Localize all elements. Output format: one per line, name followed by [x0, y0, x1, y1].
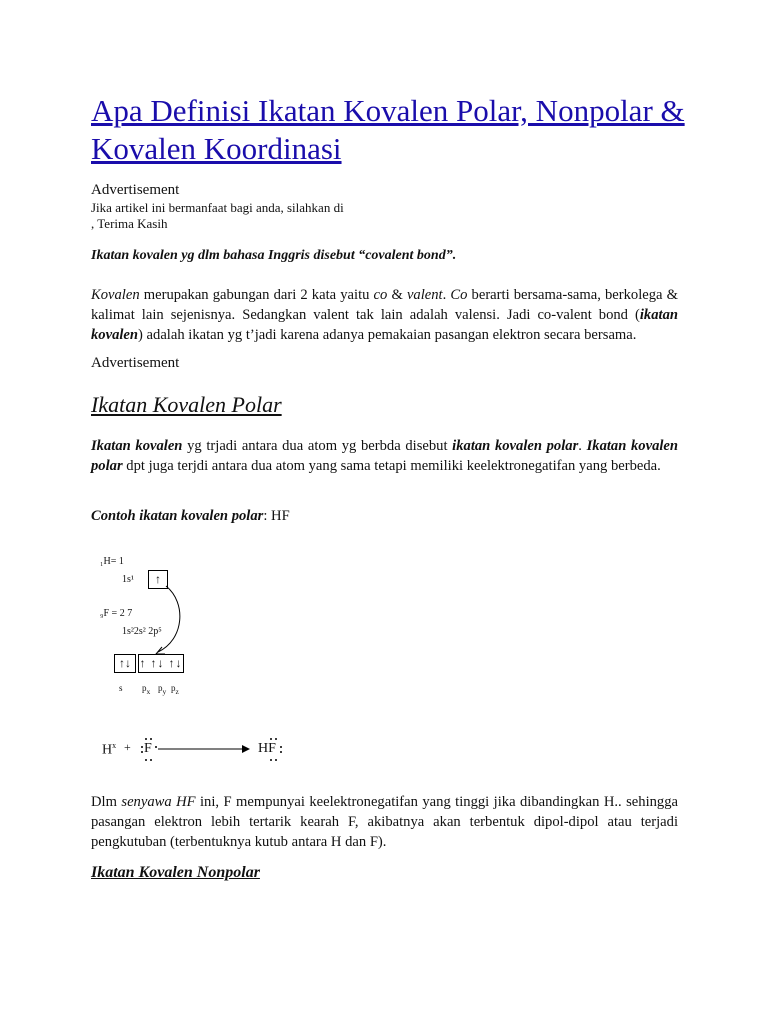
heading-kovalen-nonpolar: Ikatan Kovalen Nonpolar: [91, 864, 260, 881]
h-orbital-box: ↑: [148, 570, 168, 589]
electron-dot: [145, 759, 147, 761]
eq-plus: +: [124, 740, 131, 754]
text: merupakan gabungan dari 2 kata yaitu: [139, 287, 374, 303]
electron-dot: [150, 759, 152, 761]
advertisement-label-2: Advertisement: [91, 355, 180, 371]
term-ikatan-kovalen: ikatan kovalen: [91, 307, 678, 343]
electron-dot: [280, 751, 282, 753]
sublabel-pz: $p_z$: [171, 683, 179, 696]
term-ikatan-kovalen: Ikatan kovalen: [91, 438, 183, 454]
advertisement-label: Advertisement: [91, 182, 180, 198]
sublabel-s: s: [119, 683, 123, 693]
term-ikatan-kovalen-polar: ikatan kovalen polar: [452, 438, 579, 454]
text: Dlm: [91, 794, 122, 810]
kovalen-definition-paragraph: [91, 285, 678, 345]
electron-dot: [150, 738, 152, 740]
article-title[interactable]: Apa Definisi Ikatan Kovalen Polar, Nonpolar & Kovalen Koordinasi: [91, 93, 685, 166]
electron-dot: [141, 751, 143, 753]
contoh-line: [91, 508, 290, 525]
term-kovalen: Kovalen: [91, 287, 140, 303]
f-atomic-label: ₉F = 2 7: [100, 608, 133, 619]
text: dpt juga terjdi antara dua atom yang sama tetapi memiliki keelektronegatifan yang berbeda.: [122, 458, 661, 474]
eq-x: x: [112, 741, 117, 750]
contoh-value: : HF: [263, 508, 290, 524]
heading-kovalen-polar: Ikatan Kovalen Polar: [91, 392, 282, 417]
h-config-label: 1s¹: [122, 574, 134, 585]
f-s-orbital-box: ↑↓: [114, 654, 136, 673]
text: ini, F mempunyai keelektronegatifan yang tinggi jika dibandingkan H.. sehingga pasangan elektron lebih tertarik kearah F, akibatnya akan terbentuk dipol-dipol atau terjadi pengkutuban (terbentuknya kutub antara H dan F).: [91, 794, 678, 850]
electron-dot: [270, 738, 272, 740]
eq-product: HF: [258, 741, 276, 756]
electron-dot: [155, 746, 157, 748]
intro-sentence: Ikatan kovalen yg dlm bahasa Inggris disebut “covalent bond”.: [91, 248, 457, 263]
term-senyawa-hf: senyawa HF: [121, 794, 196, 810]
h-atomic-label: ₁H= 1: [100, 556, 124, 567]
term-ikatan-kovalen-polar-2: Ikatan kovalen polar: [91, 438, 679, 474]
share-note-line2: , Terima Kasih: [91, 216, 168, 231]
f-config-label: 1s²2s² 2p⁵: [122, 626, 162, 637]
contoh-label: Contoh ikatan kovalen polar: [91, 508, 264, 524]
eq-h: [102, 741, 116, 759]
hf-explanation-paragraph: [91, 792, 678, 852]
term-co-2: Co: [450, 287, 468, 303]
electron-dot: [270, 759, 272, 761]
hf-orbital-diagram: [92, 548, 322, 778]
text: ) adalah ikatan yg t’jadi karena adanya pemakaian pasangan elektron secara bersama.: [138, 327, 637, 343]
text: &: [387, 287, 407, 303]
eq-f: F: [144, 741, 152, 756]
eq-h-text: H: [102, 742, 113, 758]
electron-dot: [275, 738, 277, 740]
electron-dot: [280, 746, 282, 748]
text: yg trjadi antara dua atom yg berbda disebut: [182, 438, 453, 454]
electron-dot: [275, 759, 277, 761]
electron-dot: [145, 738, 147, 740]
text: berarti bersama-sama, berkolega & kalimat lain sejenisnya. Sedangkan valent tak lain adalah valensi. Jadi co-valent bond (: [91, 287, 678, 323]
term-valent: valent: [406, 287, 443, 303]
sublabel-py: $p_y$: [158, 683, 167, 696]
text: .: [578, 438, 587, 454]
f-p-orbital-box: ↑ ↑↓ ↑↓: [138, 654, 184, 673]
kovalen-polar-paragraph: [91, 436, 678, 476]
term-co: co: [373, 287, 388, 303]
sublabel-px: $p_x$: [142, 683, 151, 696]
text: .: [442, 287, 451, 303]
electron-dot: [141, 746, 143, 748]
share-note-line1: Jika artikel ini bermanfaat bagi anda, silahkan di: [91, 200, 344, 215]
